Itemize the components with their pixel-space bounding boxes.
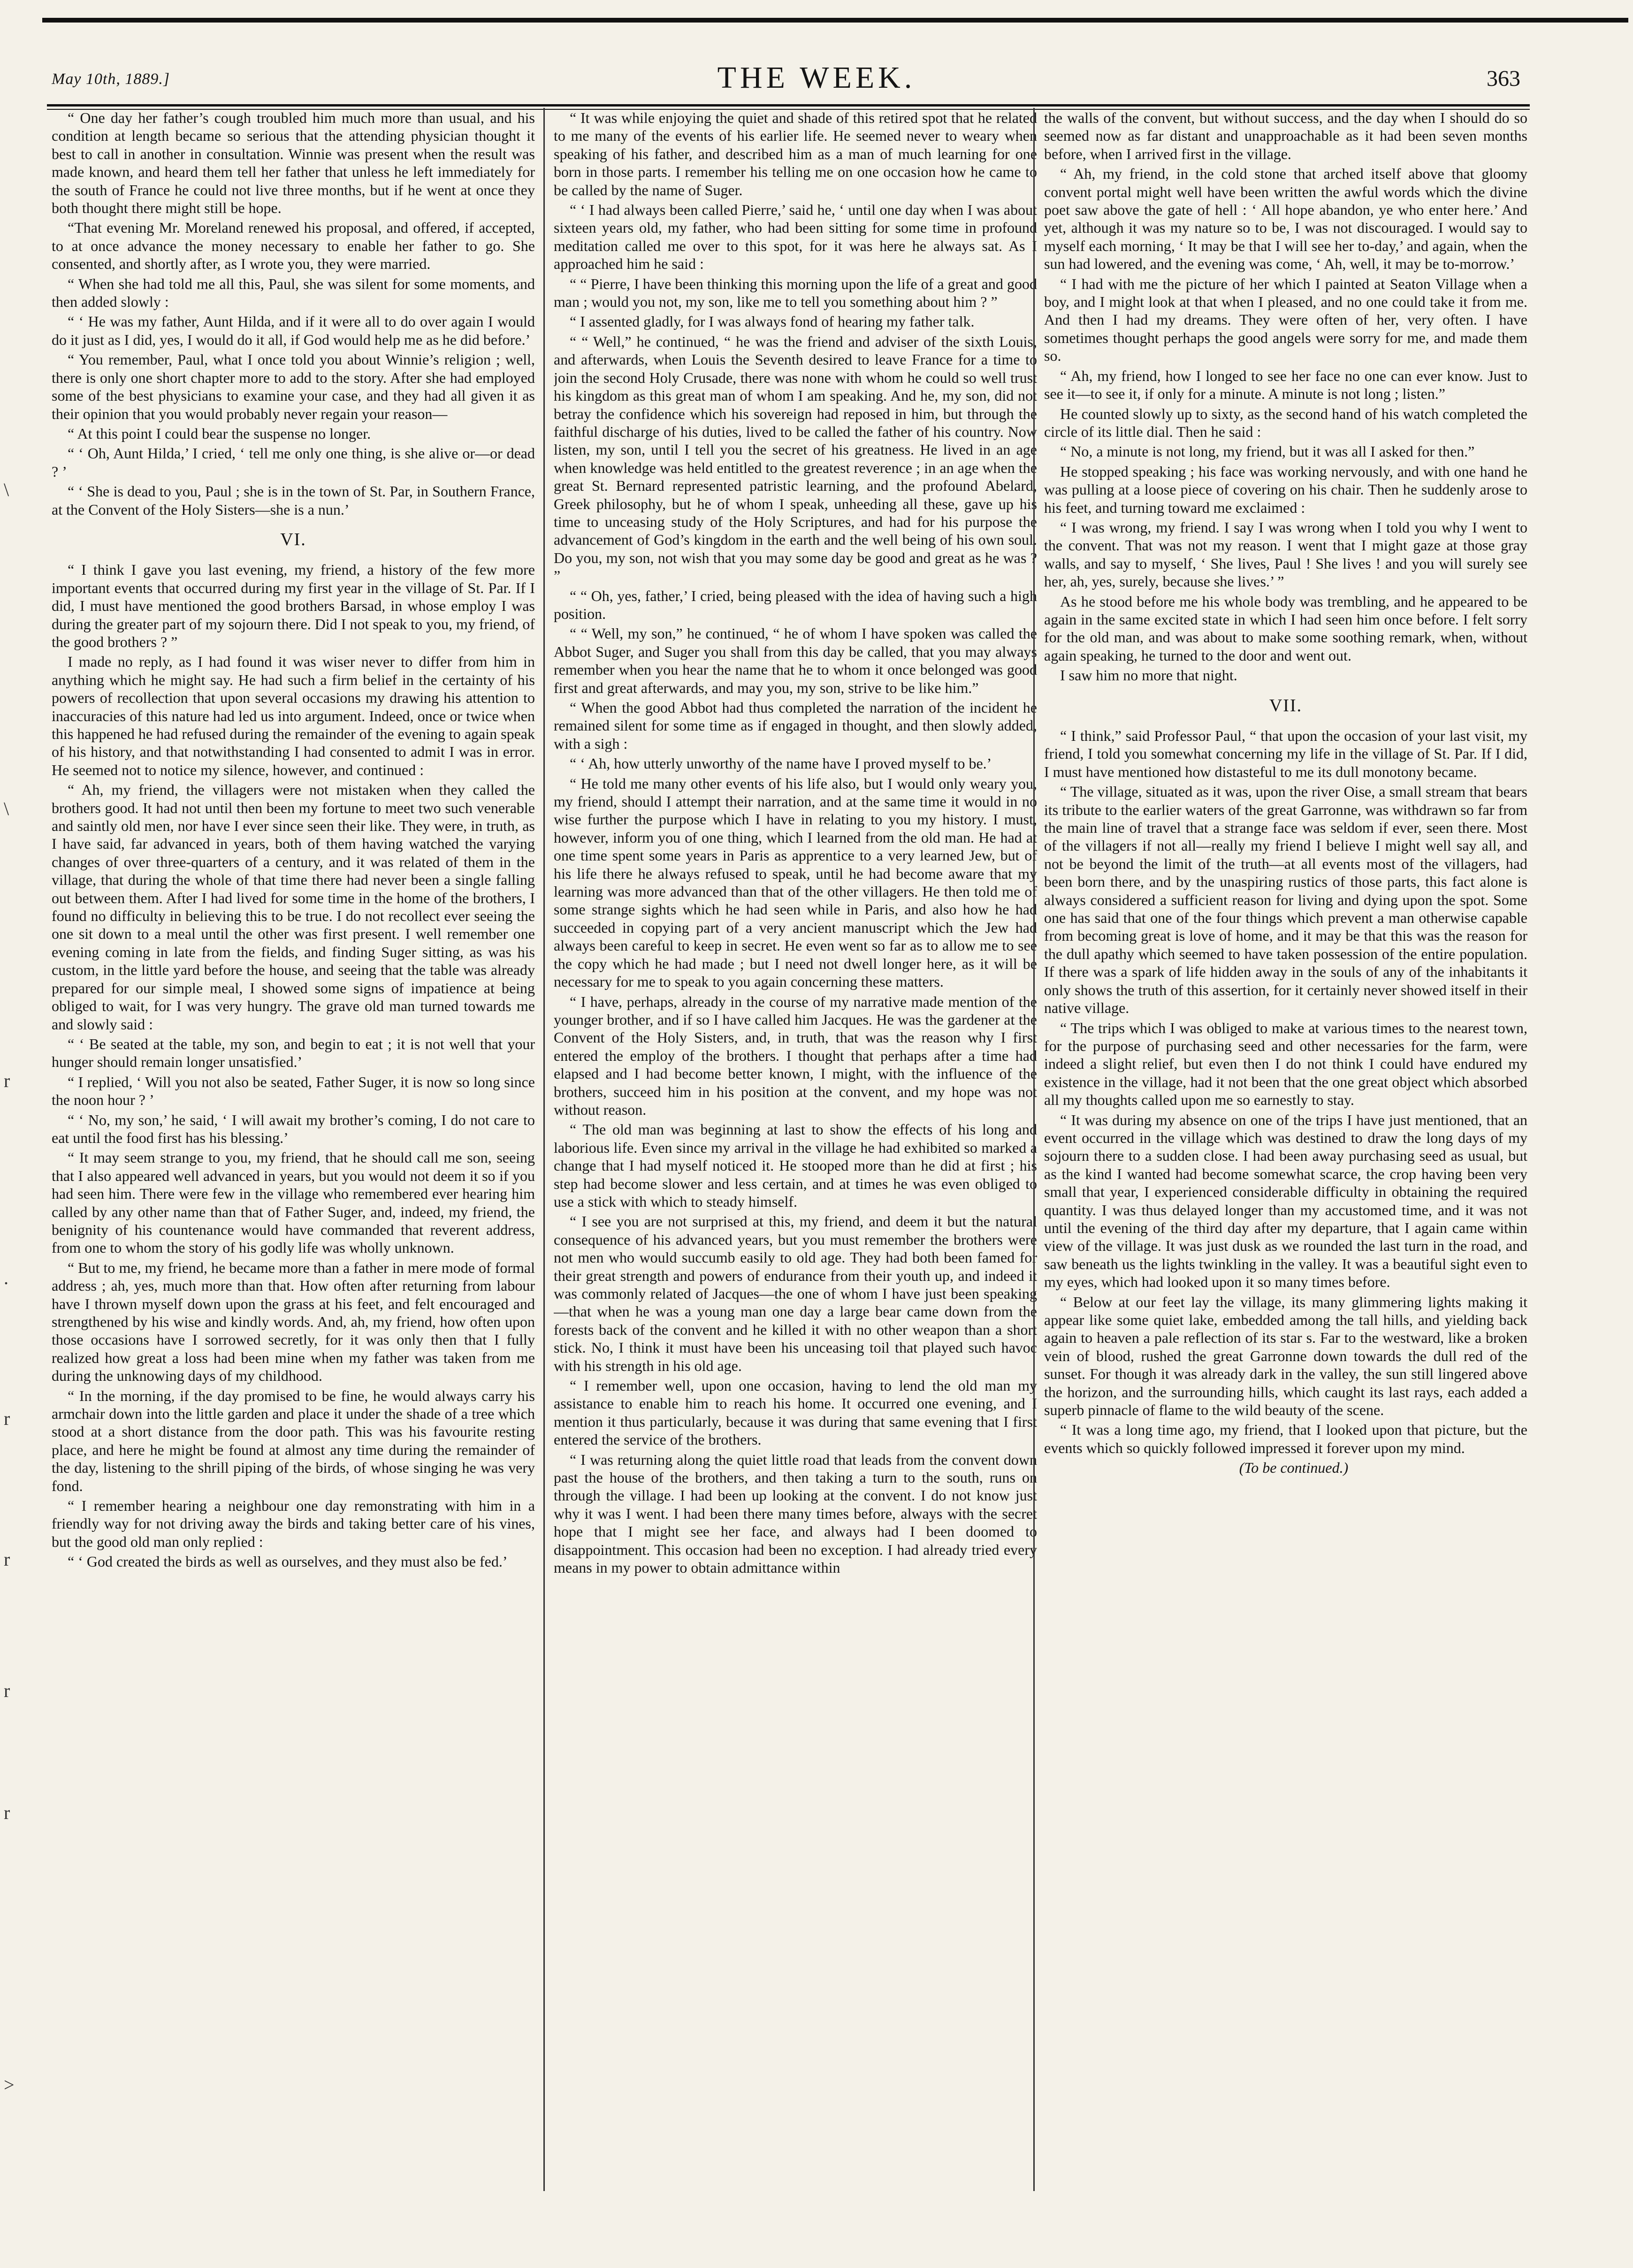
paragraph: “ “ Well,” he continued, “ he was the friend and adviser of the sixth Louis, and afterwards, when Louis the Seventh desired to leave France for a time to join the second Holy Crusade, there was none with whom he could so well trust his kingdom as this great man of whom I am speaking. And he, my son, did not betray the confidence which his sovereign had reposed in him, but through the faithful discharge of his duties, lived to be called the father of his country. Now listen, my son, until I tell you the secret of his greatness. He lived in an age when knowledge was held entitled to the greatest reverence ; in an age when the great St. Bernard represented patristic learning, and the profound Abelard, Greek philosophy, but he of whom I speak, unheeding all these, gave up his time to unceasing study of the Holy Scriptures, and had for his purpose the advancement of God’s kingdom in the earth and the well being of his own soul. Do you, my son, not wish that you may some day be good and great as he was ? ” [554,333,1037,585]
margin-mark: r [4,1070,10,1091]
paragraph: He stopped speaking ; his face was working nervously, and with one hand he was pulling at a loose piece of covering on his chair. Then he suddenly arose to his feet, and turning toward me exclaimed : [1044,463,1527,516]
paragraph: “ Ah, my friend, how I longed to see her face no one can ever know. Just to see it—to see it, if only for a minute. A minute is not long ; listen.” [1044,367,1527,403]
section-heading: VII. [1269,695,1303,715]
paragraph: “ It was a long time ago, my friend, that I looked upon that picture, but the events which so quickly followed impressed it forever upon my mind. [1044,1421,1527,1456]
paragraph: “ When she had told me all this, Paul, she was silent for some moments, and then added slowly : [52,275,535,311]
margin-mark: r [4,1680,10,1701]
margin-mark: \ [4,798,9,819]
paragraph: “ I remember hearing a neighbour one day remonstrating with him in a friendly way for not driving away the birds and taking better care of his vines, but the good old man only replied : [52,1497,535,1550]
paragraph: “ I remember well, upon one occasion, having to lend the old man my assistance to enable him to reach his home. It occurred one evening, and I mention it thus particularly, because it was during that same evening that I first entered the service of the brothers. [554,1377,1037,1448]
paragraph: “ I was wrong, my friend. I say I was wrong when I told you why I went to the convent. That was not my reason. I went that I might gaze at those gray walls, and say to myself, ‘ She lives, Paul ! She lives ! and you will surely see her, ah, yes, surely, because she lives.’ ” [1044,518,1527,590]
paragraph: “ “ Oh, yes, father,’ I cried, being pleased with the idea of having such a high position. [554,587,1037,622]
margin-mark: \ [4,479,9,500]
paragraph: “ It was while enjoying the quiet and shade of this retired spot that he related to me many of the events of his earlier life. He seemed never to weary when speaking of his father, and described him as a man of much learning for one born in those parts. I remember his telling me on one occasion how he came to be called by the name of Suger. [554,109,1037,198]
paragraph: “ One day her father’s cough troubled him much more than usual, and his condition at length became so serious that the attending physician thought it best to call in another in consultation. Winnie was present when the result was made known, and heard them tell her father that unless he left immediately for the south of France he could not live three months, but if he went at once they both thought there might still be hope. [52,109,535,217]
paragraph: He counted slowly up to sixty, as the second hand of his watch completed the circle of its little dial. Then he said : [1044,405,1527,440]
paragraph: “ ‘ Oh, Aunt Hilda,’ I cried, ‘ tell me only one thing, is she alive or—or dead ? ’ [52,445,535,480]
text-column-1 [52,109,535,2187]
paragraph: “That evening Mr. Moreland renewed his proposal, and offered, if accepted, to at once advance the money necessary to enable her father to go. She consented, and shortly after, as I wrote you, they were married. [52,219,535,273]
section-heading: VI. [280,529,306,549]
issue-date: May 10th, 1889.] [52,70,170,88]
paragraph: “ It may seem strange to you, my friend, that he should call me son, seeing that I also appeared well advanced in years, but you would not deem it so if you had seen him. There were few in the village who remembered ever hearing him called by any other name than that of Father Suger, and, indeed, my friend, the benignity of his countenance would have commanded that reverent address, from one to whom the story of his godly life was wholly unknown. [52,1149,535,1256]
paragraph: “ No, a minute is not long, my friend, but it was all I asked for then.” [1060,443,1475,460]
paragraph: “ Below at our feet lay the village, its many glimmering lights making it appear like some quiet lake, embedded among the tall hills, and yielding back again to heaven a pale reflection of its star s. Far to the westward, like a broken vein of blood, rushed the great Garronne down towards the dull red of the sunset. For though it was already dark in the valley, the sun still lingered above the horizon, and the surrounding hills, which caught its last rays, each added a superb pinnacle of flame to the wild beauty of the scene. [1044,1293,1527,1419]
margin-mark: . [4,1267,8,1288]
margin-mark: > [4,2074,15,2095]
margin-mark: r [4,1408,10,1429]
margin-mark: r [4,1802,10,1823]
paragraph: “ He told me many other events of his life also, but I would only weary you, my friend, should I attempt their narration, and at the same time it would in no wise further the purpose which I have in relating to you my history. I must, however, inform you of one thing, which I learned from the old man. He had at one time spent some years in Paris as apprentice to a very learned Jew, but of his life there he always refused to speak, until he had become aware that my learning was more advanced than that of the other villagers. He then told me of some strange sights which he had seen while in Paris, and also how he had succeeded in copying part of a very ancient manuscript which the Jew had always been careful to keep in secret. He even went so far as to allow me to see the copy which he had made ; but I need not dwell longer here, as it will be necessary for me to speak to you again concerning these matters. [554,775,1037,990]
paragraph: “ I assented gladly, for I was always fond of hearing my father talk. [570,313,975,330]
column-divider-1 [543,108,545,2191]
paragraph: the walls of the convent, but without success, and the day when I should do so seemed now as far distant and unapproachable as it had been seven months before, when I arrived first in the village. [1044,109,1527,162]
paragraph: “ ‘ No, my son,’ he said, ‘ I will await my brother’s coming, I do not care to eat until the food first has his blessing.’ [52,1111,535,1146]
paragraph: “ “ Pierre, I have been thinking this morning upon the life of a great and good man ; would you not, my son, like me to tell you something about him ? ” [554,275,1037,311]
paragraph: “ I think I gave you last evening, my friend, a history of the few more important events that occurred during my first year in the village of St. Par. If I did, I must have mentioned the good brothers Barsad, in whose employ I was during the greater part of my sojourn there. Did I not speak to you, my friend, of the good brothers ? ” [52,561,535,650]
paragraph: “ I was returning along the quiet little road that leads from the convent down past the house of the brothers, and then taking a turn to the south, runs on through the village. I had been up looking at the convent. I do not know just why it was I went. I had been there many times before, always with the secret hope that I might see her face, and always had I been doomed to disappointment. This occasion had been no exception. I had already tried every means in my power to obtain admittance within [554,1451,1037,1576]
header-rule [47,104,1530,107]
margin-mark: r [4,1549,10,1570]
paragraph: I made no reply, as I had found it was wiser never to differ from him in anything which he might say. He had such a firm belief in the certainty of his powers of recollection that upon several occasions my drawing his attention to inaccuracies of this nature had led us into argument. Indeed, once or twice when this happened he had refused during the remainder of the evening to again speak of his history, and that notwithstanding I had consented to admit I was in error. He seemed not to notice my silence, however, and continued : [52,653,535,778]
paragraph: “ But to me, my friend, he became more than a father in mere mode of formal address ; ah, yes, much more than that. How often after returning from labour have I thrown myself down upon the grass at his feet, and felt encouraged and strengthened by his wise and kindly words. And, ah, my friend, how often upon those occasions have I sorrowed secretly, for it was only then that I fully realized how great a loss had been mine when my father was taken from me during the unknowing days of my childhood. [52,1259,535,1385]
paragraph: “ “ Well, my son,” he continued, “ he of whom I have spoken was called the Abbot Suger, and Suger you shall from this day be called, that you may always remember when you hear the name that he to whom it once belonged was good first and great afterwards, and may you, my son, strive to be like him.” [554,625,1037,696]
paragraph: “ You remember, Paul, what I once told you about Winnie’s religion ; well, there is only one short chapter more to add to the story. After she had employed some of the best physicians to examine your case, and they had all given it as their opinion that you would probably never regain your reason— [52,351,535,422]
paragraph: “ ‘ God created the birds as well as ourselves, and they must also be fed.’ [68,1553,508,1570]
paragraph: “ ‘ Be seated at the table, my son, and begin to eat ; it is not well that your hunger should remain longer unsatisfied.’ [52,1035,535,1071]
paragraph: “ The old man was beginning at last to show the effects of his long and laborious life. Even since my arrival in the village he had exhibited so marked a change that I had myself noticed it. He stooped more than he did at first ; his step had become slower and less certain, and at times he was even obliged to use a stick with which to steady himself. [554,1121,1037,1210]
paragraph: “ I think,” said Professor Paul, “ that upon the occasion of your last visit, my friend, I told you somewhat concerning my life in the village of St. Par. If I did, I must have mentioned how distasteful to me its dull monotony became. [1044,727,1527,780]
paragraph: “ I had with me the picture of her which I painted at Seaton Village when a boy, and I might look at that when I pleased, and no one could take it from me. And then I had my dreams. They were often of her, very often. I have sometimes thought perhaps the good angels were sorry for me, and made them so. [1044,275,1527,365]
paragraph: “ It was during my absence on one of the trips I have just mentioned, that an event occurred in the village which was destined to draw the long days of my sojourn there to a sudden close. I had been away purchasing seed as usual, but as the kind I wanted had become somewhat scarce, the crop having been very small that year, I experienced considerable difficulty in obtaining the required quantity. I was thus delayed longer than my accustomed time, and it was not until the evening of the third day after my departure, that I again came within view of the village. It was just dusk as we rounded the last turn in the road, and saw beneath us the lights twinkling in the valley. It was a beautiful sight even to my eyes, which had looked upon it so many times before. [1044,1111,1527,1291]
paragraph: “ ‘ I had always been called Pierre,’ said he, ‘ until one day when I was about sixteen years old, my father, who had been sitting for some time in profound meditation called me over to this spot, for it was here he always sat. As I approached him he said : [554,201,1037,273]
paragraph: As he stood before me his whole body was trembling, and he appeared to be again in the same excited state in which I had seen him once before. I felt sorry for the old man, and was about to make some soothing remark, when, without again speaking, he turned to the door and went out. [1044,593,1527,664]
top-border-rule [42,18,1628,23]
publication-title: THE WEEK. [717,61,916,95]
paragraph: I saw him no more that night. [1060,667,1237,684]
paragraph: “ The trips which I was obliged to make at various times to the nearest town, for the purpose of purchasing seed and other necessaries for the farm, were indeed a slight relief, but even then I do not think I could have endured my existence in the village, had it not been that the one great object which absorbed all my thoughts called upon me so earnestly to stay. [1044,1019,1527,1109]
column-divider-2 [1033,108,1035,2191]
paragraph: “ The village, situated as it was, upon the river Oise, a small stream that bears its tribute to the earlier waters of the great Garronne, was withdrawn so far from the main line of travel that a strange face was seldom if ever, seen there. Most of the villagers if not all—really my friend I believe I might well say all, and not be beyond the limit of the truth—at all events most of the villagers, had been born there, and by the unaspiring rustics of those parts, this fact alone is always considered a sufficient reason for living and dying upon the spot. Some one has said that one of the four things which prevent a man otherwise capable from becoming great is love of home, and it may be that this was the reason for the dull apathy which seemed to have taken possession of the entire population. If there was a spark of life hidden away in the souls of any of the inhabitants it only shows the truth of this assertion, for it certainly never showed itself in their native village. [1044,783,1527,1017]
text-column-2 [554,109,1037,2187]
continuation-note: (To be continued.) [1239,1459,1349,1476]
paragraph: “ ‘ He was my father, Aunt Hilda, and if it were all to do over again I would do it just as I did, yes, I would do it all, if God would help me as he did before.’ [52,313,535,348]
paragraph: “ Ah, my friend, in the cold stone that arched itself above that gloomy convent portal might well have been written the awful words which the divine poet saw above the gate of hell : ‘ All hope abandon, ye who enter here.’ And yet, although it was my nature so to be, I was not discouraged. I would say to myself each morning, ‘ It may be that I will see her to-day,’ and again, when the sun had lowered, and the evening was come, ‘ Ah, well, it may be to-morrow.’ [1044,165,1527,273]
paragraph: “ ‘ Ah, how utterly unworthy of the name have I proved myself to be.’ [570,755,992,772]
text-column-3 [1044,109,1527,2187]
paragraph: “ I see you are not surprised at this, my friend, and deem it but the natural consequence of his advanced years, but you must remember the brothers were not men who would succumb easily to old age. They had both been famed for their great strength and powers of endurance from their youth up, and indeed it was commonly related of Jacques—the one of whom I have just been speaking—that when he was a young man one day a large bear came down from the forests back of the convent and he killed it with no other weapon than a short stick. No, I think it must have been his unceasing toil that played such havoc with his strength in his old age. [554,1213,1037,1374]
paragraph: “ At this point I could bear the suspense no longer. [68,425,371,442]
paragraph: “ When the good Abbot had thus completed the narration of the incident he remained silent for some time as if engaged in thought, and then slowly added, with a sigh : [554,699,1037,752]
paragraph: “ Ah, my friend, the villagers were not mistaken when they called the brothers good. It had not until then been my fortune to meet two such venerable and saintly old men, nor have I ever since seen their like. They were, in truth, as I have said, far advanced in years, both of them having watched the varying changes of over three-quarters of a century, and it was related of them in the village, that during the whole of that time there had never been a single falling out between them. After I had lived for some time in the home of the brothers, I found no difficulty in believing this to be true. I do not recollect ever seeing the one sit down to a meal until the other was first present. I well remember one evening coming in late from the fields, and finding Suger sitting, as was his custom, in the little yard before the house, and seeing that the table was already prepared for our simple meal, I showed some signs of impatience at being obliged to wait, for I was very hungry. The grave old man turned towards me and slowly said : [52,781,535,1033]
paragraph: “ In the morning, if the day promised to be fine, he would always carry his armchair down into the little garden and place it under the shade of a tree which stood at a short distance from the door path. This was his favourite resting place, and here he might be found at almost any time during the remainder of the day, listening to the shrill piping of the birds, of whose singing he was very fond. [52,1387,535,1494]
paragraph: “ I have, perhaps, already in the course of my narrative made mention of the younger brother, and if so I have called him Jacques. He was the gardener at the Convent of the Holy Sisters, and, in truth, that was the reason why I first entered the employ of the brothers. I thought that perhaps after a time had elapsed and I had become better known, I might, with the influence of the brothers, succeed him in his position at the convent, and my hope was not without reason. [554,993,1037,1118]
paragraph: “ I replied, ‘ Will you not also be seated, Father Suger, it is now so long since the noon hour ? ’ [52,1073,535,1109]
page-number: 363 [1487,66,1520,91]
paragraph: “ ‘ She is dead to you, Paul ; she is in the town of St. Par, in Southern France, at the Convent of the Holy Sisters—she is a nun.’ [52,483,535,518]
